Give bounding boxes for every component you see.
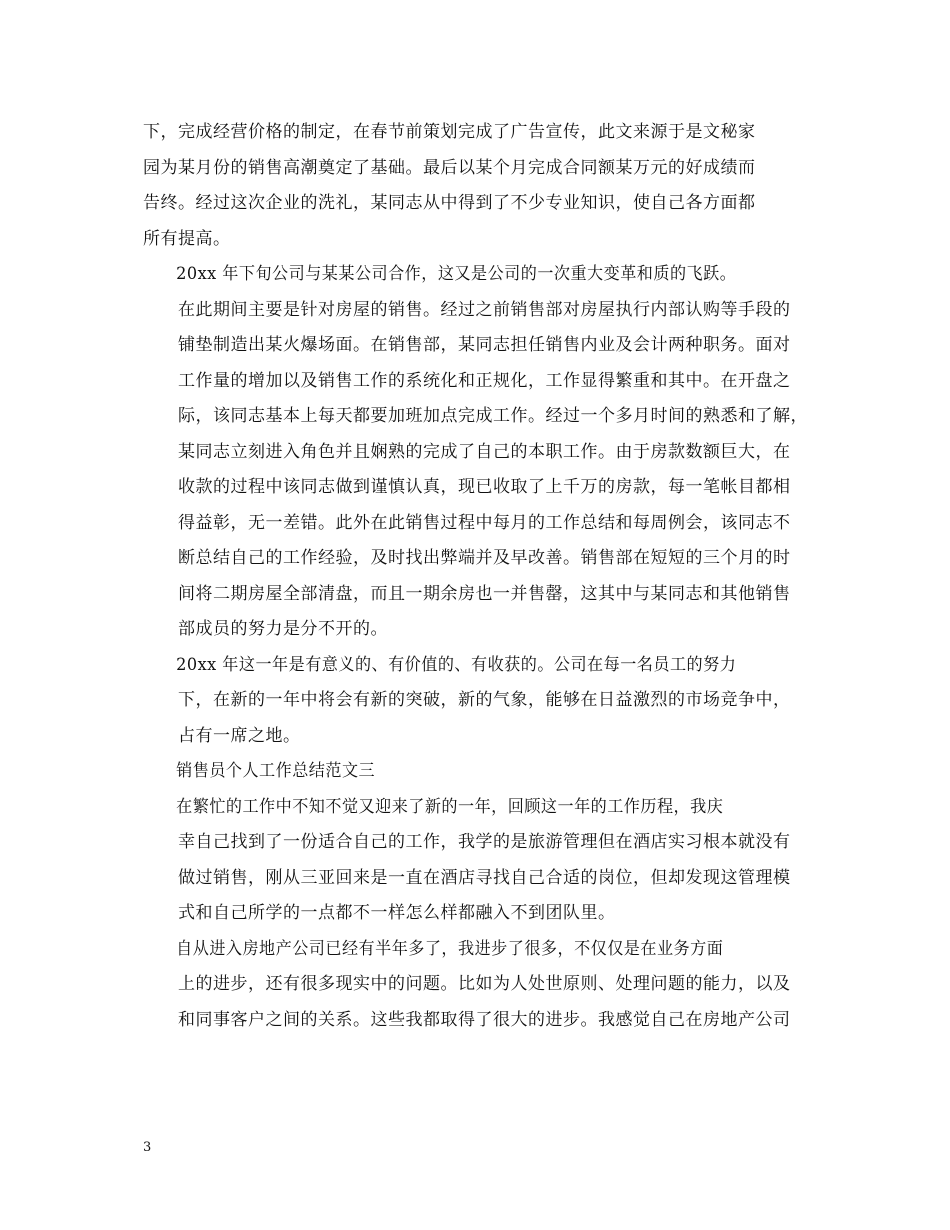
text-line: 下，在新的一年中将会有新的突破，新的气象，能够在日益激烈的市场竞争中， <box>178 690 791 710</box>
paragraph <box>143 115 808 257</box>
text-line: 在繁忙的工作中不知不觉又迎来了新的一年，回顾这一年的工作历程，我庆 <box>176 796 724 817</box>
text-line: 式和自己所学的一点都不一样怎么样都融入不到团队里。 <box>178 903 616 923</box>
text-line: 幸自己找到了一份适合自己的工作，我学的是旅游管理但在酒店实习根本就没有 <box>178 832 791 852</box>
text-line: 占有一席之地。 <box>178 725 301 746</box>
text-line: 园为某月份的销售高潮奠定了基础。最后以某个月完成合同额某万元的好成绩而 <box>143 157 756 178</box>
text-line: 收款的过程中该同志做到谨慎认真，现已收取了上千万的房款，每一笔帐目都相 <box>178 477 791 497</box>
text-line: 断总结自己的工作经验，及时找出弊端并及早改善。销售部在短短的三个月的时 <box>178 548 791 568</box>
text-line: 做过销售，刚从三亚回来是一直在酒店寻找自己合适的岗位，但却发现这管理模 <box>178 867 791 888</box>
text-line: 上的进步，还有很多现实中的问题。比如为人处世原则、处理问题的能力，以及 <box>178 974 791 994</box>
text-line: 际，该同志基本上每天都要加班加点完成工作。经过一个多月时间的熟悉和了解， <box>178 406 808 426</box>
text-line: 销售员个人工作总结范文三 <box>176 761 376 781</box>
text-line: 20xx 年下旬公司与某某公司合作，这又是公司的一次重大变革和质的飞跃。 <box>176 264 737 284</box>
text-line: 自从进入房地产公司已经有半年多了，我进步了很多，不仅仅是在业务方面 <box>176 938 724 959</box>
text-line: 和同事客户之间的关系。这些我都取得了很大的进步。我感觉自己在房地产公司 <box>178 1009 791 1030</box>
paragraph <box>143 932 808 1039</box>
paragraph <box>143 648 808 755</box>
text-line: 铺垫制造出某火爆场面。在销售部，某同志担任销售内业及会计两种职务。面对 <box>178 335 791 355</box>
text-line: 20xx 年这一年是有意义的、有价值的、有收获的。公司在每一名员工的努力 <box>176 654 737 675</box>
document-body <box>143 115 808 1038</box>
text-line: 下，完成经营价格的制定，在春节前策划完成了广告宣传，此文来源于是文秘家 <box>143 122 756 142</box>
text-line: 某同志立刻进入角色并且娴熟的完成了自己的本职工作。由于房款数额巨大，在 <box>178 441 791 462</box>
paragraph <box>143 790 808 932</box>
text-line: 部成员的努力是分不开的。 <box>178 619 388 639</box>
text-line: 工作量的增加以及销售工作的系统化和正规化，工作显得繁重和其中。在开盘之 <box>178 370 791 391</box>
paragraph <box>143 754 808 790</box>
text-line: 所有提高。 <box>143 228 231 249</box>
text-line: 间将二期房屋全部清盘，而且一期余房也一并售罄，这其中与某同志和其他销售 <box>178 583 791 604</box>
text-line: 告终。经过这次企业的洗礼，某同志从中得到了不少专业知识，使自己各方面都 <box>143 193 756 213</box>
text-line: 在此期间主要是针对房屋的销售。经过之前销售部对房屋执行内部认购等手段的 <box>178 299 791 320</box>
paragraph <box>143 257 808 648</box>
page-number: 3 <box>143 1140 152 1155</box>
text-line: 得益彰，无一差错。此外在此销售过程中每月的工作总结和每周例会，该同志不 <box>178 512 791 533</box>
